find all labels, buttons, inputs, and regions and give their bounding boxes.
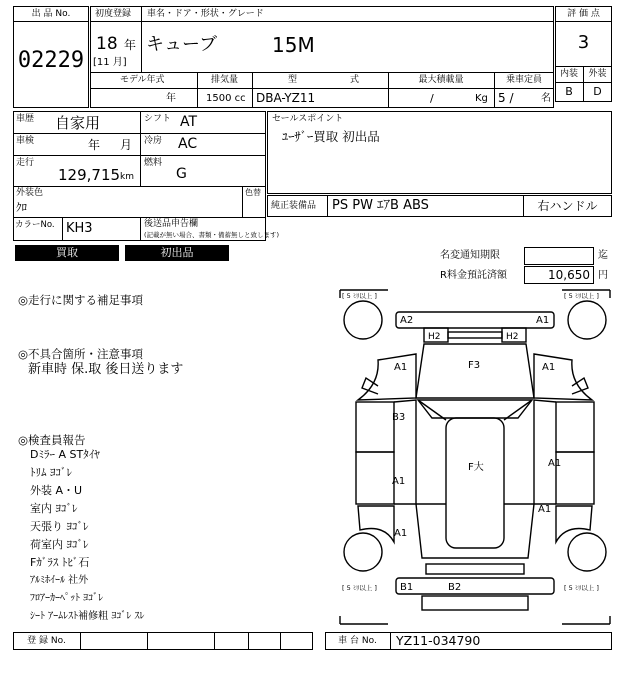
- mark-quarter-left: A1: [394, 528, 408, 539]
- exterior-label: 外装: [588, 69, 607, 79]
- tag-first-listing: 初出品: [125, 245, 229, 261]
- interior-label: 内装: [559, 69, 578, 79]
- inspector-line: Fｶﾞﾗｽ ﾄﾋﾞ石: [30, 556, 90, 569]
- max-load-label: 最大積載量: [418, 75, 464, 85]
- mark-rear-bumper-left: B1: [400, 582, 414, 593]
- equipment-label: 純正装備品: [271, 201, 317, 211]
- mark-roof: F大: [468, 462, 484, 473]
- score: 3: [577, 32, 590, 53]
- recycle-fee-value: 10,650: [548, 268, 590, 282]
- later-items-label: 後送品申告欄: [144, 219, 199, 229]
- first-registration-label: 初度登録: [95, 9, 132, 19]
- tire-depth-rear-left: [ 5 ﾐﾘ以上 ]: [342, 584, 377, 592]
- inspector-line: Dﾐﾗｰ A STﾀｲﾔ: [30, 448, 100, 461]
- model-year-label: モデル年式: [120, 75, 165, 85]
- fuel-label: 燃料: [144, 158, 163, 168]
- inspector-line: 外装 A・U: [30, 484, 83, 497]
- mark-rear-bumper-right: B2: [448, 582, 462, 593]
- fuel: G: [176, 166, 187, 182]
- inspection-label: 車検: [16, 136, 35, 146]
- later-items-note: (記載が無い場合、書類・備蓄無しと致します): [144, 231, 280, 239]
- mileage-unit: km: [120, 172, 134, 182]
- inspector-line: ﾄﾘﾑ ﾖｺﾞﾚ: [30, 466, 72, 479]
- mileage-label: 走行: [16, 158, 35, 168]
- ac-label: 冷房: [144, 136, 163, 146]
- mark-headlight-right: H2: [506, 332, 519, 342]
- defect-notes-heading: ◎不具合箇所・注意事項: [18, 347, 144, 361]
- mark-fender-right: A1: [542, 362, 556, 373]
- mark-front-bumper-left: A2: [400, 315, 414, 326]
- model-type: DBA-YZ11: [256, 91, 316, 105]
- registration-no-label: 登 録 No.: [27, 636, 66, 646]
- capacity: 5 /: [498, 91, 514, 105]
- inspector-line: 天張り ﾖｺﾞﾚ: [30, 520, 89, 533]
- shift: AT: [180, 114, 198, 130]
- defect-notes-text: 新車時 保.取 後日送ります: [28, 362, 184, 377]
- tag-buyback: 買取: [15, 245, 119, 261]
- car-name: キューブ: [146, 34, 218, 55]
- grade: 15M: [272, 33, 315, 57]
- tire-depth-front-left: [ 5 ﾐﾘ以上 ]: [342, 292, 377, 300]
- inspector-line: 室内 ﾖｺﾞﾚ: [30, 502, 78, 515]
- inspector-line: ﾌﾛｱｰｶｰﾍﾟｯﾄ ﾖｺﾞﾚ: [30, 593, 104, 604]
- chassis-no-label: 車 台 No.: [338, 636, 377, 646]
- shift-label: シフト: [144, 114, 172, 124]
- interior-grade: B: [565, 85, 573, 98]
- mark-fender-left: A1: [394, 362, 408, 373]
- mark-bonnet: F3: [468, 360, 481, 371]
- lot-number-label: 出 品 No.: [31, 9, 71, 19]
- tire-depth-front-right: [ 5 ﾐﾘ以上 ]: [564, 292, 599, 300]
- registration-month: [11 月]: [93, 57, 127, 68]
- type-label: 型: [288, 75, 298, 85]
- chassis-no: YZ11-034790: [396, 633, 481, 648]
- sales-point-text: ﾕｰｻﾞｰ買取 初出品: [282, 129, 380, 144]
- score-label: 評 価 点: [567, 9, 600, 19]
- mileage: 129,715: [58, 166, 121, 184]
- recycle-fee-label: R料金預託済額: [440, 270, 507, 281]
- inspector-line: ｼｰﾄ ｱｰﾑﾚｽﾄ補修粗 ﾖｺﾞﾚ ｽﾚ: [30, 611, 145, 622]
- registration-year-unit: 年: [124, 38, 137, 52]
- tire-depth-rear-right: [ 5 ﾐﾘ以上 ]: [564, 584, 599, 592]
- inspector-line: 荷室内 ﾖｺﾞﾚ: [30, 538, 89, 551]
- max-load-unit: Kg: [475, 93, 488, 104]
- history-label: 車歴: [16, 114, 35, 124]
- recycle-fee-unit: 円: [598, 270, 608, 281]
- steering-side: 右ハンドル: [537, 199, 598, 213]
- color-no-label: カラーNo.: [15, 220, 55, 230]
- mark-headlight-left: H2: [428, 332, 441, 342]
- exterior-color-label: 外装色: [16, 188, 44, 198]
- ac: AC: [178, 136, 198, 152]
- drive-notes-heading: ◎走行に関する補足事項: [18, 293, 144, 307]
- mark-front-bumper-right: A1: [536, 315, 550, 326]
- name-change-label: 名変通知期限: [440, 250, 500, 261]
- model-year-unit: 年: [166, 93, 176, 104]
- name-change-unit: 迄: [598, 250, 608, 261]
- diagram-frame: [338, 288, 612, 626]
- displacement-label: 排気量: [210, 75, 238, 85]
- capacity-unit: 名: [541, 93, 551, 104]
- sales-point-label: セールスポイント: [272, 114, 344, 124]
- equipment: PS PW ｴｱB ABS: [332, 198, 429, 213]
- registration-year: 18: [96, 34, 118, 54]
- capacity-label: 乗車定員: [505, 75, 542, 85]
- recolor-label: 色替: [245, 188, 261, 197]
- vehicle-name-label: 車名・ドア・形状・グレード: [147, 9, 264, 19]
- max-load-value: /: [430, 92, 434, 105]
- history: 自家用: [55, 114, 101, 132]
- lot-number: 02229: [17, 48, 85, 73]
- mark-door-left: A1: [392, 476, 406, 487]
- displacement: 1500 cc: [206, 93, 246, 104]
- color-no: KH3: [66, 221, 93, 236]
- inspector-report-heading: ◎検査員報告: [18, 433, 86, 447]
- name-change-value-box: [524, 247, 594, 265]
- type-label-2: 式: [350, 75, 360, 85]
- inspection-month: 月: [120, 138, 133, 152]
- exterior-grade: D: [593, 85, 602, 98]
- mark-pillar-left: B3: [392, 412, 406, 423]
- inspector-line: ｱﾙﾐﾎｲｰﾙ 社外: [30, 575, 89, 586]
- exterior-color: ｸﾛ: [16, 201, 27, 214]
- mark-rear-door-right: A1: [538, 504, 552, 515]
- inspection-year: 年: [88, 138, 101, 152]
- mark-door-right: A1: [548, 458, 562, 469]
